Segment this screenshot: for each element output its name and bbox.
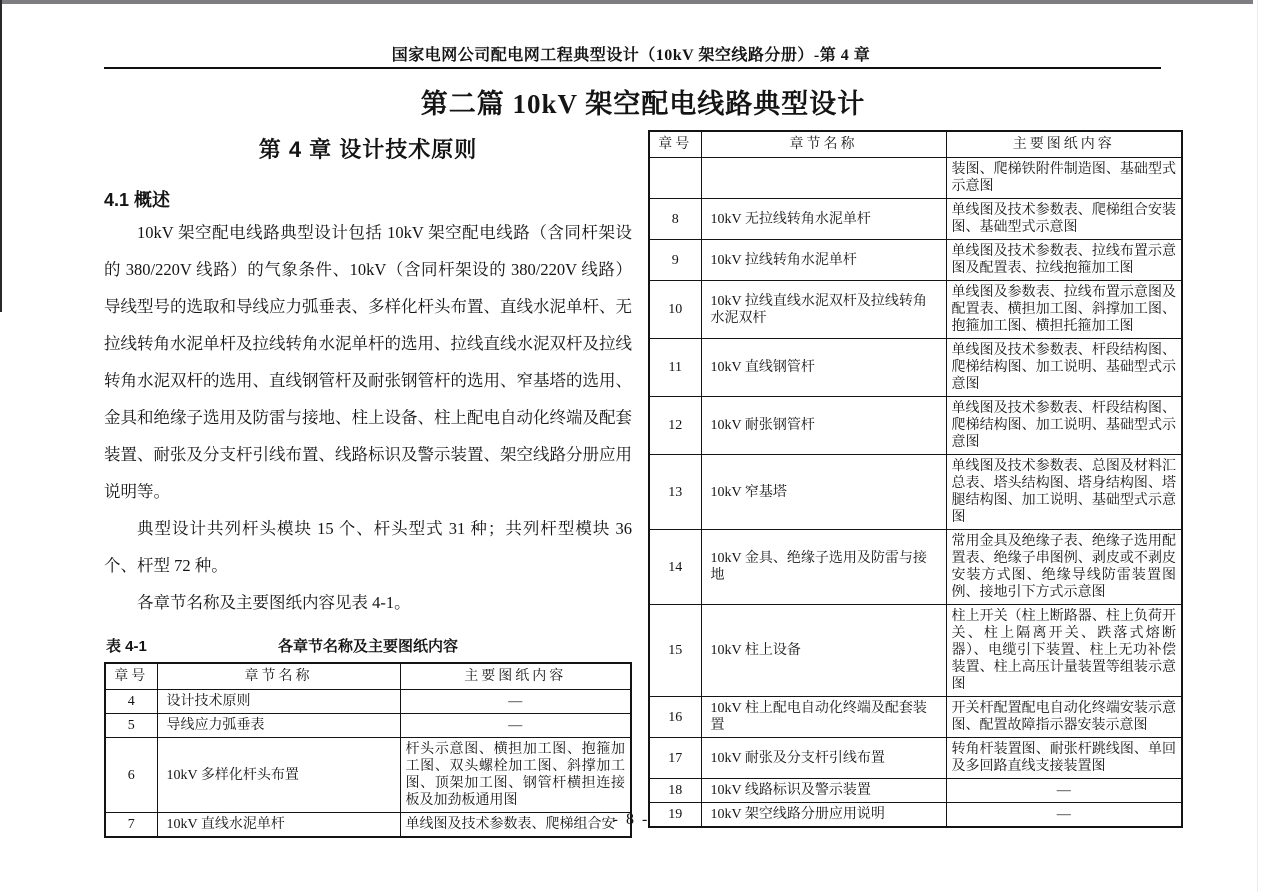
- chapter-name-cell: 设计技术原则: [157, 690, 400, 714]
- table-row: [649, 199, 1182, 240]
- page-number: - 8 -: [612, 811, 650, 828]
- running-header: 国家电网公司配电网工程典型设计（10kV 架空线路分册）-第 4 章: [391, 47, 871, 64]
- chapter-number-cell: 19: [649, 803, 701, 828]
- chapter-number-cell: 16: [649, 697, 701, 738]
- drawing-content-cell: 杆头示意图、横担加工图、抱箍加工图、双头螺栓加工图、斜撑加工图、顶架加工图、钢管杆横担连接板及加劲板通用图: [400, 738, 631, 813]
- drawing-content-cell: —: [400, 714, 631, 738]
- drawing-content-cell: 单线图及技术参数表、拉线布置示意图及配置表、拉线抱箍加工图: [946, 240, 1182, 281]
- drawing-content-cell: 单线图及参数表、拉线布置示意图及配置表、横担加工图、斜撑加工图、抱箍加工图、横担托箍加工图: [946, 281, 1182, 339]
- chapter-title: 第 4 章 设计技术原则: [258, 137, 478, 162]
- drawing-content-cell: —: [946, 803, 1182, 828]
- chapter-number-cell: 17: [649, 738, 701, 779]
- table-header-cell: 章节名称: [701, 131, 946, 158]
- chapter-number-cell: 4: [105, 690, 157, 714]
- table-row: [649, 158, 1182, 199]
- drawing-content-cell: 装图、爬梯铁附件制造图、基础型式示意图: [946, 158, 1182, 199]
- part-title: 第二篇 10kV 架空配电线路典型设计: [420, 89, 866, 119]
- table-caption-label: 表 4-1: [106, 638, 147, 655]
- chapter-name-cell: 10kV 拉线转角水泥单杆: [701, 240, 946, 281]
- table-row: [105, 690, 631, 714]
- table-row: [105, 714, 631, 738]
- drawing-content-cell: 单线图及技术参数表、爬梯组合安: [400, 813, 631, 838]
- drawing-content-cell: 常用金具及绝缘子表、绝缘子选用配置表、绝缘子串图例、剥皮或不剥皮安装方式图、绝缘导线防雷装置图例、接地引下方式示意图: [946, 530, 1182, 605]
- table-row: [649, 697, 1182, 738]
- chapter-number-cell: 12: [649, 397, 701, 455]
- table-header-row: [105, 663, 631, 690]
- chapter-name-cell: 导线应力弧垂表: [157, 714, 400, 738]
- chapter-number-cell: 15: [649, 605, 701, 697]
- body-paragraph: 10kV 架空配电线路典型设计包括 10kV 架空配电线路（含同杆架设的 380/220V 线路）的气象条件、10kV（含同杆架设的 380/220V 线路）导线型号的选取和导线应力弧垂表、多样化杆头布置、直线水泥单杆、无拉线转角水泥单杆及拉线转角水泥单杆的选用、拉线直线水泥双杆及拉线转角水泥双杆的选用、直线钢管杆及耐张钢管杆的选用、窄基塔的选用、金具和绝缘子选用及防雷与接地、柱上设备、柱上配电自动化终端及配套装置、耐张及分支杆引线布置、线路标识及警示装置、架空线路分册应用说明等。: [104, 223, 632, 501]
- table-row: [649, 240, 1182, 281]
- chapter-number-cell: 7: [105, 813, 157, 838]
- body-text: [104, 214, 632, 621]
- chapter-name-cell: 10kV 拉线直线水泥双杆及拉线转角水泥双杆: [701, 281, 946, 339]
- chapter-name-cell: 10kV 线路标识及警示装置: [701, 779, 946, 803]
- table-header-cell: 主要图纸内容: [946, 131, 1182, 158]
- body-paragraph: 典型设计共列杆头模块 15 个、杆头型式 31 种；共列杆型模块 36 个、杆型 72 种。: [104, 519, 632, 575]
- chapter-number-cell: 5: [105, 714, 157, 738]
- chapter-number-cell: 9: [649, 240, 701, 281]
- table-row: [649, 738, 1182, 779]
- table-row: [649, 530, 1182, 605]
- table-row: [649, 605, 1182, 697]
- chapter-name-cell: 10kV 多样化杆头布置: [157, 738, 400, 813]
- drawing-content-cell: 柱上开关（柱上断路器、柱上负荷开关、柱上隔离开关、跌落式熔断器）、电缆引下装置、柱上无功补偿装置、柱上高压计量装置等组装示意图: [946, 605, 1182, 697]
- chapter-number-cell: 11: [649, 339, 701, 397]
- drawing-content-cell: 开关杆配置配电自动化终端安装示意图、配置故障指示器安装示意图: [946, 697, 1182, 738]
- chapter-number-cell: [649, 158, 701, 199]
- table-row: [649, 779, 1182, 803]
- chapter-name-cell: 10kV 耐张钢管杆: [701, 397, 946, 455]
- drawing-content-cell: 单线图及技术参数表、爬梯组合安装图、基础型式示意图: [946, 199, 1182, 240]
- section-heading: 4.1 概述: [104, 190, 171, 210]
- table-header-cell: 章节名称: [157, 663, 400, 690]
- chapter-name-cell: 10kV 架空线路分册应用说明: [701, 803, 946, 828]
- table-header-cell: 章号: [105, 663, 157, 690]
- chapter-name-cell: 10kV 耐张及分支杆引线布置: [701, 738, 946, 779]
- drawing-content-cell: 单线图及技术参数表、杆段结构图、爬梯结构图、加工说明、基础型式示意图: [946, 339, 1182, 397]
- drawing-content-cell: —: [400, 690, 631, 714]
- chapter-number-cell: 10: [649, 281, 701, 339]
- table-row: [649, 397, 1182, 455]
- drawing-content-cell: 单线图及技术参数表、杆段结构图、爬梯结构图、加工说明、基础型式示意图: [946, 397, 1182, 455]
- scan-artifact-top-strip: [0, 0, 1253, 4]
- chapter-number-cell: 13: [649, 455, 701, 530]
- chapter-name-cell: 10kV 窄基塔: [701, 455, 946, 530]
- chapter-number-cell: 6: [105, 738, 157, 813]
- chapter-number-cell: 14: [649, 530, 701, 605]
- drawing-content-cell: 单线图及技术参数表、总图及材料汇总表、塔头结构图、塔身结构图、塔腿结构图、加工说明、基础型式示意图: [946, 455, 1182, 530]
- chapter-contents-table-right: [648, 130, 1183, 828]
- table-header-cell: 主要图纸内容: [400, 663, 631, 690]
- table-row: [105, 738, 631, 813]
- drawing-content-cell: —: [946, 779, 1182, 803]
- right-column: [648, 130, 1183, 828]
- chapter-number-cell: 8: [649, 199, 701, 240]
- chapter-name-cell: 10kV 金具、绝缘子选用及防雷与接地: [701, 530, 946, 605]
- body-paragraph: 各章节名称及主要图纸内容见表 4-1。: [137, 593, 411, 612]
- table-header-cell: 章号: [649, 131, 701, 158]
- left-column: [104, 133, 632, 838]
- chapter-name-cell: 10kV 直线水泥单杆: [157, 813, 400, 838]
- table-row: [649, 455, 1182, 530]
- table-caption-title: 各章节名称及主要图纸内容: [277, 638, 458, 655]
- table-row: [649, 281, 1182, 339]
- chapter-name-cell: [701, 158, 946, 199]
- chapter-number-cell: 18: [649, 779, 701, 803]
- chapter-name-cell: 10kV 直线钢管杆: [701, 339, 946, 397]
- table-header-row: [649, 131, 1182, 158]
- table-caption: [104, 635, 632, 655]
- table-row: [649, 339, 1182, 397]
- chapter-name-cell: 10kV 柱上配电自动化终端及配套装置: [701, 697, 946, 738]
- scan-artifact-right-line: [1257, 0, 1258, 892]
- chapter-name-cell: 10kV 柱上设备: [701, 605, 946, 697]
- chapter-name-cell: 10kV 无拉线转角水泥单杆: [701, 199, 946, 240]
- drawing-content-cell: 转角杆装置图、耐张杆跳线图、单回及多回路直线支接装置图: [946, 738, 1182, 779]
- header-rule: [104, 67, 1161, 69]
